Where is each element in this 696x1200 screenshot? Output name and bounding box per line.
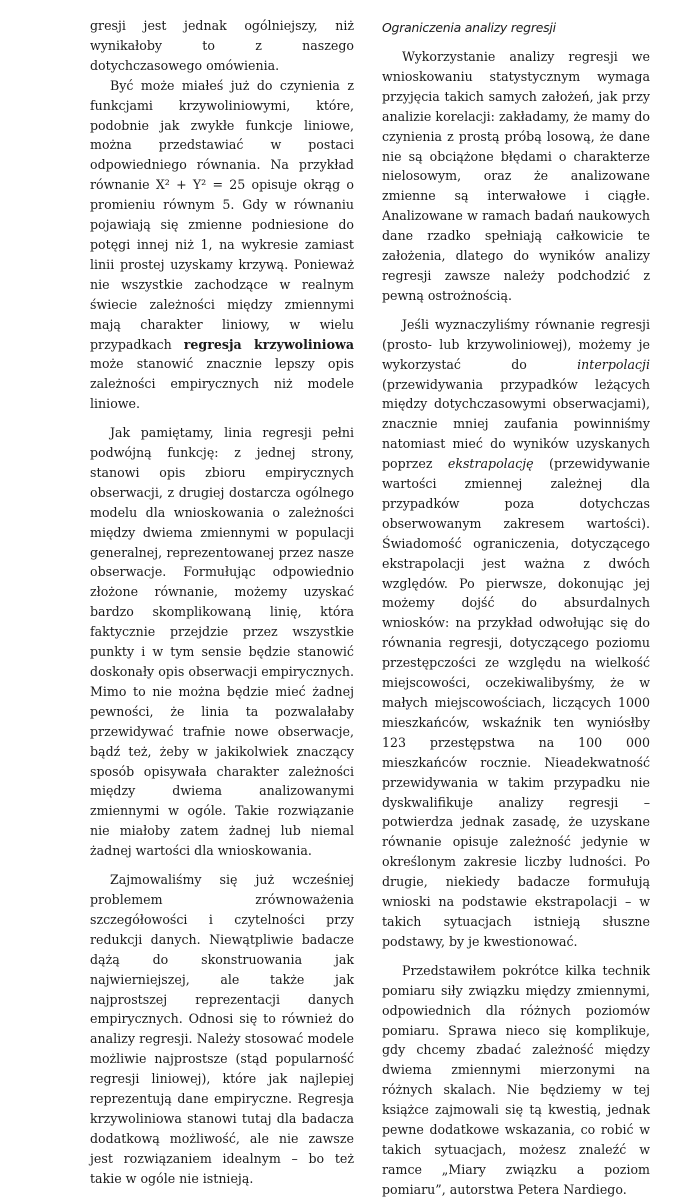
paragraph-assumptions: Wykorzystanie analizy regresji we wnioskowaniu statystycznym wymaga przyjęcia takich samych założeń, jak przy analizie korelacji: zakładamy, że mamy do czynienia z prostą próbą losową, że dane nie są obciążone błędami o charakterze nielosowym, oraz że analizowane zmienne są interwałowe i ciągłe. Analizowane w ramach badań naukowych dane rzadko spełniają całkowicie te założenia, dlatego do wyników analizy regresji zawsze należy podchodzić z pewną ostrożnością. [382,49,650,303]
paragraph-text: może stanowić znacznie lepszy opis zależności empirycznych niż modele liniowe. [90,356,354,412]
paragraph-regression-line-function: Jak pamiętamy, linia regresji pełni podwójną funkcję: z jednej strony, stanowi opis zbioru empirycznych obserwacji, z drugiej dostarcza ogólnego modelu dla wnioskowania o zależności między dwiema zmiennymi w populacji generalnej, reprezentowanej przez nasze obserwacje. Formułując odpowiednio złożone równanie, możemy uzyskać bardzo skomplikowaną linię, która faktycznie przejdzie przez wszystkie punkty i w tym sensie będzie stanowić doskonały opis obserwacji empirycznych. Mimo to nie można będzie mieć żadnej pewności, że linia ta pozwalałaby przewidywać trafnie nowe obserwacje, bądź też, żeby w jakikolwiek znaczący sposób opisywała charakter zależności między dwiema analizowanymi zmiennymi w ogóle. Takie rozwiązanie nie miałoby zatem żadnej lub niemal żadnej wartości dla wnioskowania. [90,425,354,859]
paragraph-text: (przewidywanie wartości zmiennej zależnej dla przypadków poza dotychczas obserwowanym zakresem wartości). Świadomość ograniczenia, dotyczącego ekstrapolacji jest ważna z dwóch względów. Po pierwsze, dokonując jej możemy dojść do absurdalnych wniosków: na przykład odwołując się do równania regresji, dotyczącego poziomu przestępczości ze względu na wielkość miejscowości, oczekiwalibyśmy, że w małych miejscowościach, liczących 1000 mieszkańców, wskaźnik ten wyniósłby 123 przestępstwa na 100 000 mieszkańców rocznie. Nieadekwatność przewidywania w takim przypadku nie dyskwalifikuje analizy regresji – potwierdza jednak zasadę, że uzyskane równanie opisuje zależność jedynie w określonym zakresie liczby ludności. Po drugie, niekiedy badacze formułują wnioski na podstawie ekstrapolacji – w takich sytuacjach istnieją słuszne podstawy, by je kwestionować. [382,456,650,949]
paragraph-continuation: gresji jest jednak ogólniejszy, niż wynikałoby to z naszego dotychczasowego omówienia. [90,18,354,73]
section-heading: Ograniczenia analizy regresji [382,20,556,35]
paragraph-text: Być może miałeś już do czynienia z funkcjami krzywoliniowymi, które, podobnie jak zwykłe funkcje liniowe, można przedstawiać w postaci odpowiedniego równania. Na przykład równanie X² + Y² = 25 opisuje okrąg o promieniu równym 5. Gdy w równaniu pojawiają się zmienne podniesione do potęgi innej niż 1, na wykresie zamiast linii prostej uzyskamy krzywą. Ponieważ nie wszystkie zachodzące w realnym świecie zależności między zmiennymi mają charakter liniowy, w wielu przypadkach [90,77,354,352]
paragraph-text: (przewidywania przypadków leżących między dotychczasowymi obserwacjami), znacznie mniej zaufania powinniśmy natomiast mieć do wyników uzyskanych poprzez [382,376,650,472]
paragraph-curvilinear-regression [90,76,354,414]
paragraph-detail-vs-readability: Zajmowaliśmy się już wcześniej problemem zrównoważenia szczegółowości i czytelności przy redukcji danych. Niewątpliwie badacze dążą do skonstruowania jak najwierniejszej, ale także jak najprostszej reprezentacji danych empirycznych. Odnosi się to również do analizy regresji. Należy stosować modele możliwie najprostsze (stąd popularność regresji liniowej), które jak najlepiej reprezentują dane empiryczne. Regresja krzywoliniowa stanowi tutaj dla badacza dodatkową możliwość, ale nie zawsze jest rozwiązaniem idealnym – bo też takie w ogóle nie istnieją. [90,872,354,1186]
paragraph-interpolation-extrapolation [382,315,650,952]
paragraph-text: Jeśli wyznaczyliśmy równanie regresji (prosto- lub krzywoliniowej), możemy je wykorzystać do [382,316,650,372]
key-term-extrapolation: ekstrapolację [447,456,534,472]
key-term-curvilinear-regression: regresja krzywoliniowa [183,336,354,352]
right-column [382,18,650,1200]
paragraph-measurement-levels: Przedstawiłem pokrótce kilka technik pomiaru siły związku między zmiennymi, odpowiednich dla różnych poziomów pomiaru. Sprawa nieco się komplikuje, gdy chcemy zbadać zależność między dwiema zmiennymi mierzonymi na różnych skalach. Nie będziemy w tej książce zajmowali się tą kwestią, jednak pewne dodatkowe wskazania, co robić w takich sytuacjach, możesz znaleźć w ramce „Miary związku a poziom pomiaru”, autorstwa Petera Nardiego. [382,962,650,1197]
key-term-interpolation: interpolacji [577,356,650,372]
left-column [90,16,354,1189]
